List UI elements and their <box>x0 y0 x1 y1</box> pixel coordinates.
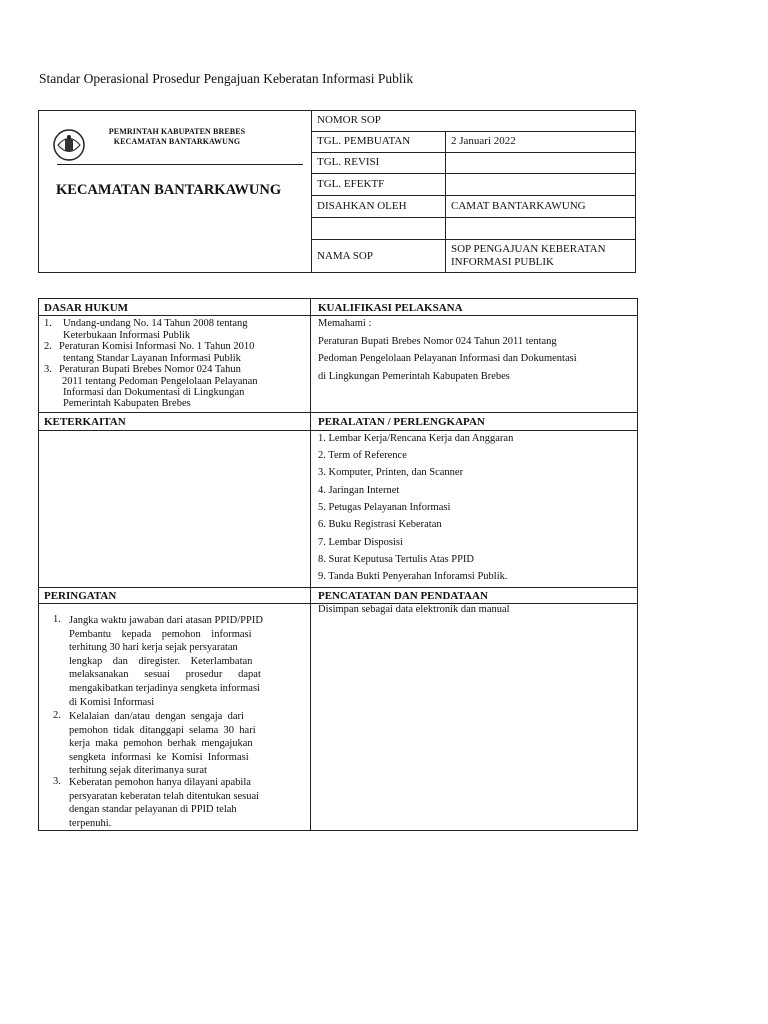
pencatatan-heading: PENCATATAN DAN PENDATAAN <box>318 590 488 602</box>
government-line-2: KECAMATAN BANTARKAWUNG <box>113 137 241 146</box>
list-item-text: Jangka waktu jawaban dari atasan PPID/PPID Pembantu kepada pemohon informasi terhitung 30 hari kerja sejak persyaratan lengkap dan diregister. Keterlambatan melaksanakan sesuai prosedur dapat mengakibatkan terjadinya sengketa informasi di Komisi Informasi <box>69 615 263 708</box>
list-item: 9. Tanda Bukti Penyerahan Inforamsi Publik. <box>318 571 508 582</box>
meta-label-tgl-pembuatan: TGL. PEMBUATAN <box>317 135 411 147</box>
list-item: 3. <box>44 364 52 375</box>
list-item: 2. <box>53 710 61 721</box>
meta-value-nama-sop-1: SOP PENGAJUAN KEBERATAN <box>451 243 606 255</box>
list-item: 8. Surat Keputusa Tertulis Atas PPID <box>318 554 474 565</box>
list-item: 5. Petugas Pelayanan Informasi <box>318 502 451 513</box>
list-item: 6. Buku Registrasi Keberatan <box>318 519 442 530</box>
list-item-text: Undang-undang No. 14 Tahun 2008 tentang <box>63 318 248 329</box>
header-rule <box>57 164 303 165</box>
peringatan-heading: PERINGATAN <box>44 590 117 602</box>
meta-value-disahkan: CAMAT BANTARKAWUNG <box>451 200 586 212</box>
list-item-text: Peraturan Bupati Brebes Nomor 024 Tahun <box>59 364 241 375</box>
list-item: 3. <box>53 776 61 787</box>
list-item: 7. Lembar Disposisi <box>318 537 403 548</box>
list-item-text: tentang Standar Layanan Informasi Publik <box>63 353 241 364</box>
government-line-1: PEMRINTAH KABUPATEN BREBES <box>108 127 246 136</box>
document-title: Standar Operasional Prosedur Pengajuan Keberatan Informasi Publik <box>39 71 414 86</box>
list-item: 3. Komputer, Printen, dan Scanner <box>318 467 464 478</box>
kualifikasi-line-1: Peraturan Bupati Brebes Nomor 024 Tahun 2011 tentang <box>318 336 557 347</box>
list-item: 1. <box>53 614 61 625</box>
peralatan-heading: PERALATAN / PERLENGKAPAN <box>318 416 485 428</box>
kualifikasi-line-3: di Lingkungan Pemerintah Kabupaten Brebes <box>318 371 510 382</box>
list-item-text: 2011 tentang Pedoman Pengelolaan Pelayanan <box>62 376 258 387</box>
keterkaitan-heading: KETERKAITAN <box>44 416 126 428</box>
kualifikasi-intro: Memahami : <box>318 318 372 329</box>
list-item-text: Pemerintah Kabupaten Brebes <box>63 398 191 409</box>
regency-seal-icon <box>52 128 86 162</box>
list-item-text: Informasi dan Dokumentasi di Lingkungan <box>63 387 245 398</box>
list-item-text: Keberatan pemohon hanya dilayani apabila persyaratan keberatan telah ditentukan sesuai dengan standar pelayanan di PPID telah terpenuhi. <box>69 777 260 829</box>
meta-label-nomor: NOMOR SOP <box>317 114 381 126</box>
unit-name: KECAMATAN BANTARKAWUNG <box>56 182 282 198</box>
list-item: 2. Term of Reference <box>318 450 407 461</box>
list-item-text: Kelalaian dan/atau dengan sengaja dari pemohon tidak ditanggapi selama 30 hari kerja maka pemohon berhak mengajukan sengketa informasi ke Komisi Informasi terhitung sejak diterimanya surat <box>69 711 256 777</box>
kualifikasi-heading: KUALIFIKASI PELAKSANA <box>318 302 463 314</box>
grid-center-divider <box>310 298 311 831</box>
list-item: 1. <box>44 318 52 329</box>
list-item: 4. Jaringan Internet <box>318 485 400 496</box>
list-item: 1. Lembar Kerja/Rencana Kerja dan Anggaran <box>318 433 514 444</box>
kualifikasi-line-2: Pedoman Pengelolaan Pelayanan Informasi dan Dokumentasi <box>318 353 577 364</box>
meta-value-nama-sop-2: INFORMASI PUBLIK <box>451 256 554 268</box>
list-item-text: Keterbukaan Informasi Publik <box>63 330 191 341</box>
pencatatan-text: Disimpan sebagai data elektronik dan manual <box>318 604 510 615</box>
meta-label-tgl-revisi: TGL. REVISI <box>317 156 380 168</box>
list-item: 2. <box>44 341 52 352</box>
dasar-hukum-heading: DASAR HUKUM <box>44 302 129 314</box>
meta-label-disahkan: DISAHKAN OLEH <box>317 200 407 212</box>
meta-label-nama-sop: NAMA SOP <box>317 250 373 262</box>
meta-label-tgl-efektif: TGL. EFEKTF <box>317 178 385 190</box>
header-divider <box>311 110 312 273</box>
list-item-text: Peraturan Komisi Informasi No. 1 Tahun 2010 <box>59 341 255 352</box>
meta-value-tgl-pembuatan: 2 Januari 2022 <box>451 135 516 147</box>
